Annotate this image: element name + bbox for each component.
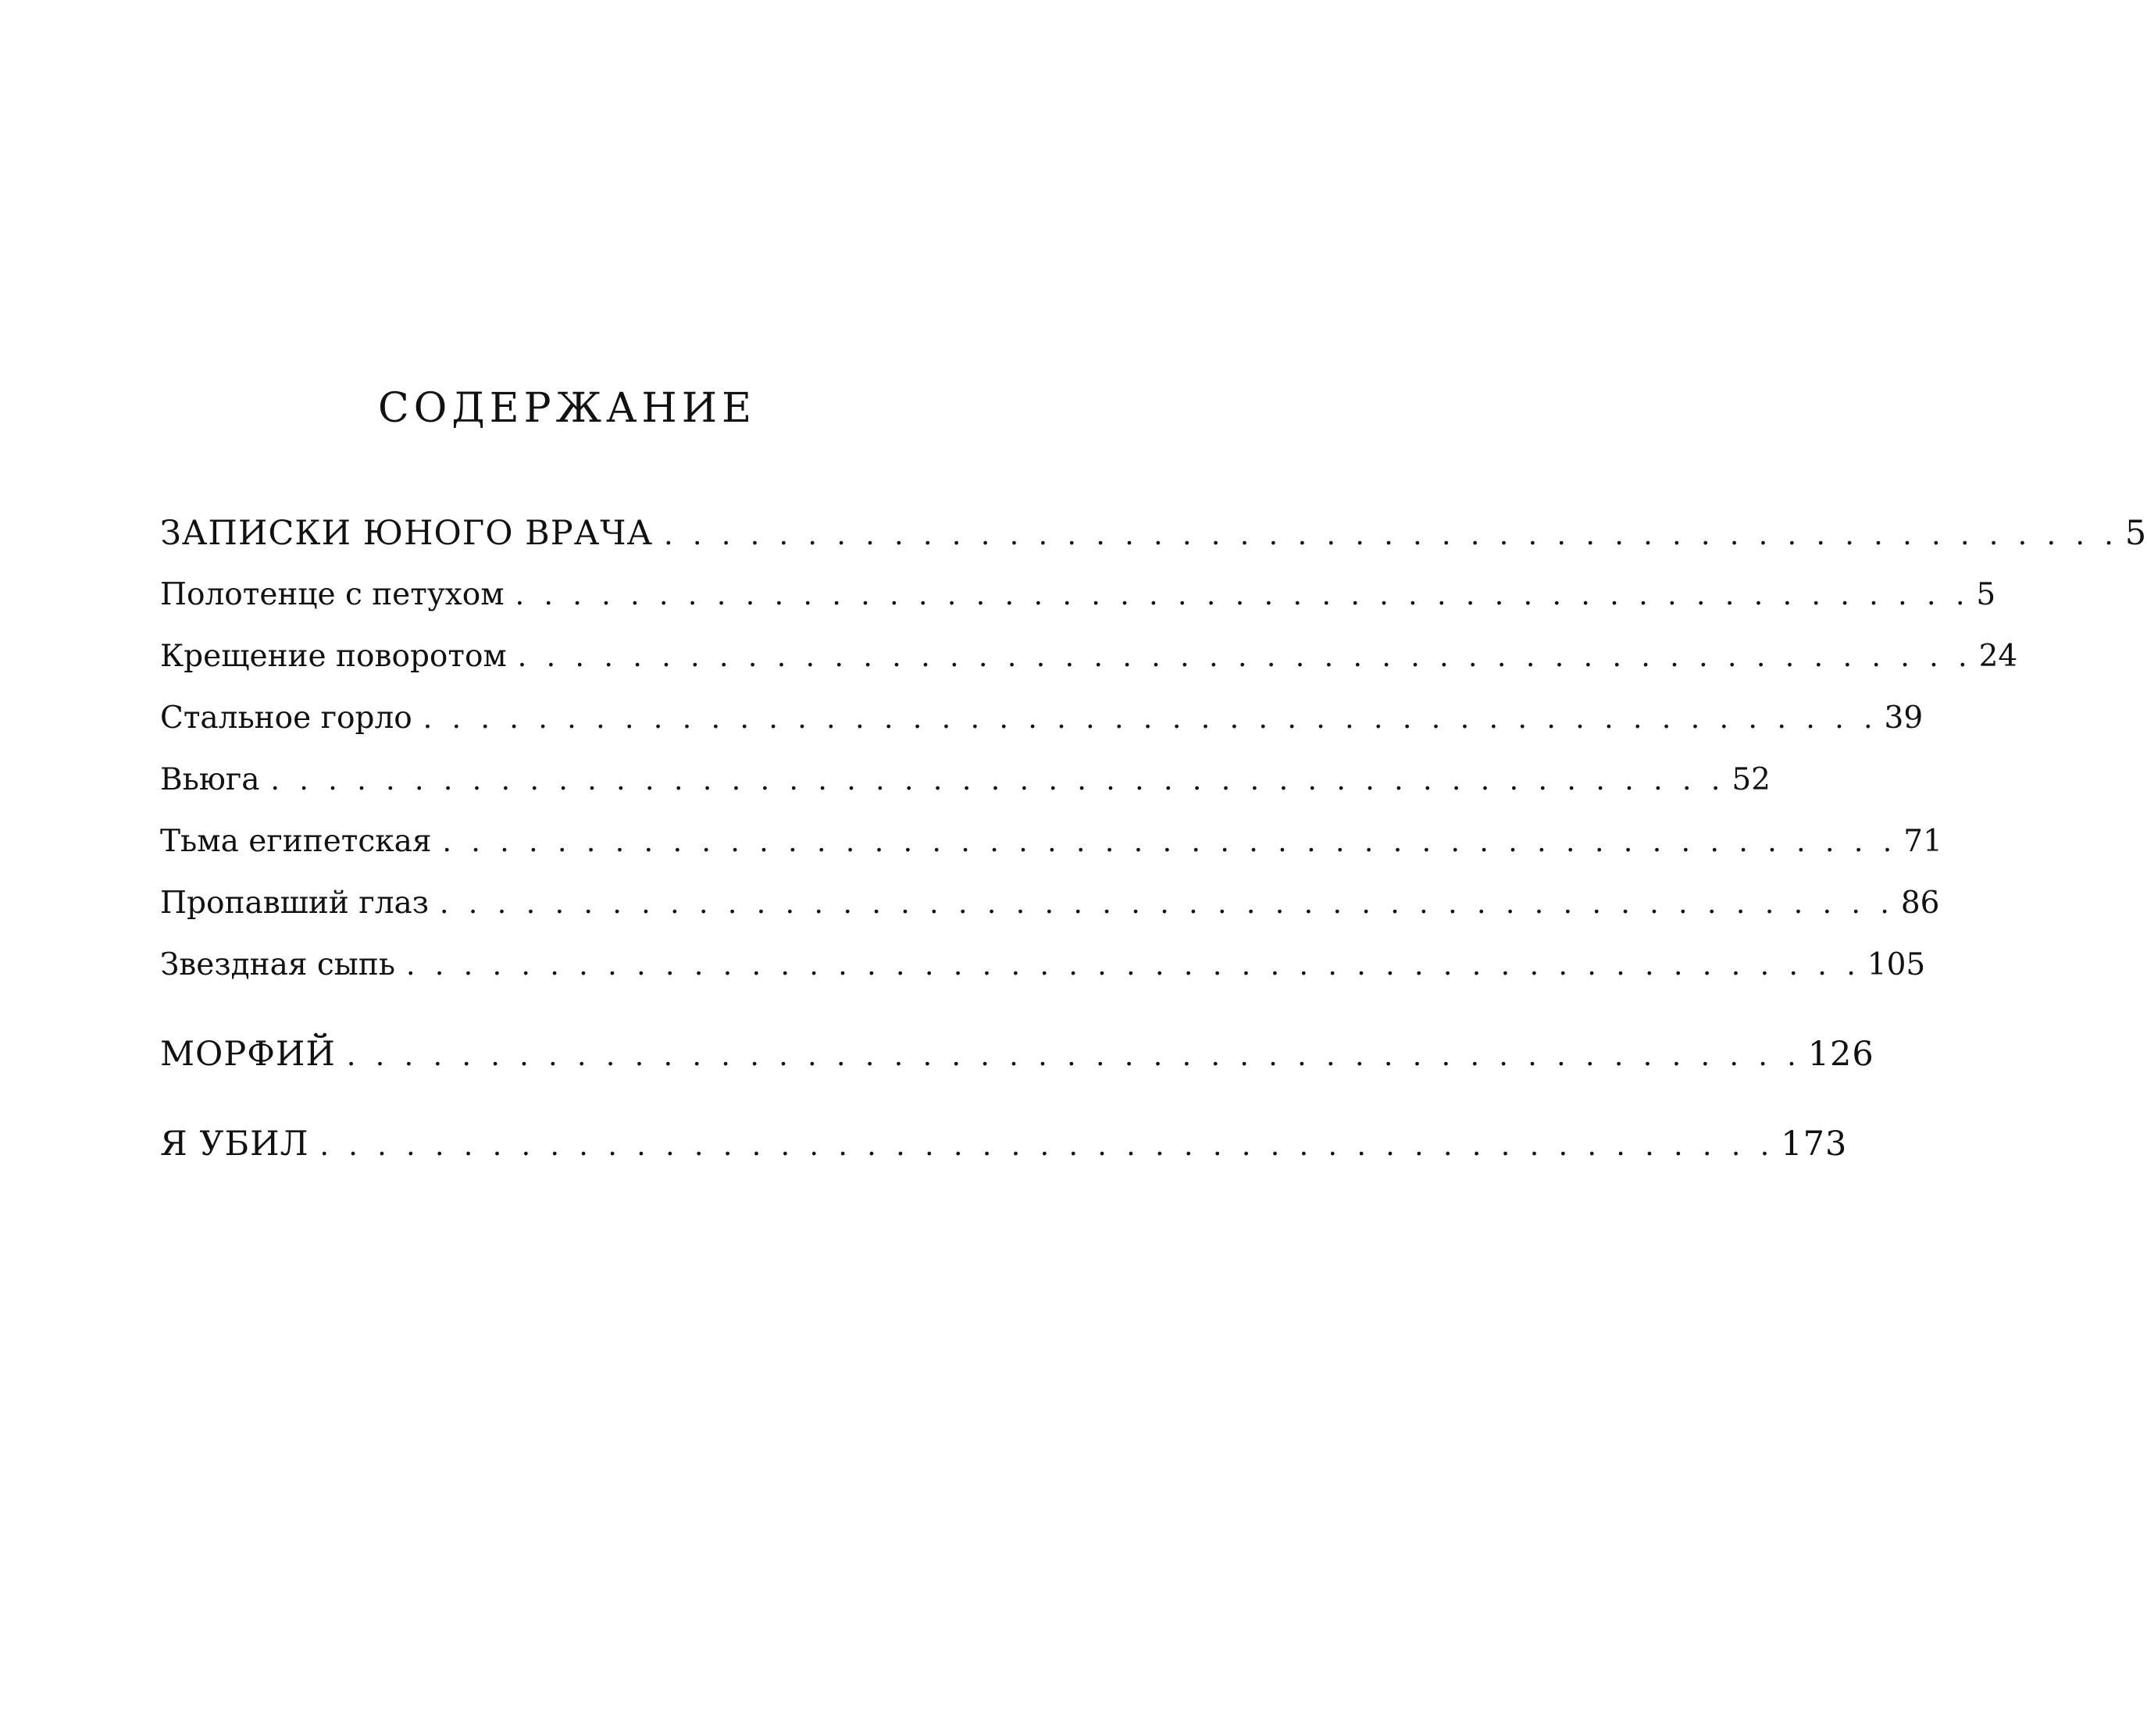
toc-entry-polotentse-s-petukhom[interactable] (160, 577, 1996, 612)
toc-page-number: 105 (1867, 947, 1926, 982)
toc-entry-title: Крещение поворотом (160, 639, 507, 674)
toc-entry-title: Тьма египетская (160, 824, 432, 859)
toc-entry-kreshchenie-povorotom[interactable] (160, 639, 2018, 674)
toc-page-number: 126 (1807, 1035, 1874, 1074)
toc-entry-title: Вьюга (160, 762, 260, 797)
toc-page-number: 71 (1903, 824, 1942, 859)
toc-entry-propavshiy-glaz[interactable] (160, 886, 1940, 921)
dot-leader: . . . . . . . . . . . . . . . . . . . . . . . . . . . . . . . . . . . . . . . . . . . . . . . . . . . (346, 1040, 1802, 1072)
toc-entry-title: Звездная сыпь (160, 947, 395, 982)
toc-page-number: 39 (1884, 700, 1924, 736)
toc-entry-title: Я УБИЛ (160, 1125, 309, 1164)
toc-page-number: 24 (1978, 639, 2018, 674)
toc-page-number: 173 (1781, 1125, 1848, 1164)
toc-entry-zapiski-yunogo-vracha[interactable] (160, 514, 2147, 553)
toc-entry-title: ЗАПИСКИ ЮНОГО ВРАЧА (160, 514, 654, 553)
page-title: СОДЕРЖАНИЕ (377, 384, 757, 432)
toc-entry-zvezdnaya-syp[interactable] (160, 947, 1926, 982)
dot-leader: . . . . . . . . . . . . . . . . . . . . . . . . . . . . . . . . . . . . . . . . . . . . . . . . . . . (270, 765, 1726, 797)
toc-page-number: 52 (1732, 762, 1771, 797)
toc-entry-vyuga[interactable] (160, 762, 1771, 797)
dot-leader: . . . . . . . . . . . . . . . . . . . . . . . . . . . . . . . . . . . . . . . . . . . . . . . . . . . (517, 641, 1973, 673)
toc-entry-morfiy[interactable] (160, 1035, 1874, 1074)
toc-entry-title: Пропавший глаз (160, 886, 430, 921)
dot-leader: . . . . . . . . . . . . . . . . . . . . . . . . . . . . . . . . . . . . . . . . . . . . . . . . . . . (405, 950, 1861, 982)
toc-entry-stalnoe-gorlo[interactable] (160, 700, 1924, 736)
toc-entry-ya-ubil[interactable] (160, 1125, 1848, 1164)
dot-leader: . . . . . . . . . . . . . . . . . . . . . . . . . . . . . . . . . . . . . . . . . . . . . . . . . . . (423, 703, 1878, 735)
toc-entry-tma-egipetskaya[interactable] (160, 824, 1942, 859)
toc-entry-title: Стальное горло (160, 700, 412, 736)
dot-leader: . . . . . . . . . . . . . . . . . . . . . . . . . . . . . . . . . . . . . . . . . . . . . . . . . . . (664, 519, 2119, 551)
dot-leader: . . . . . . . . . . . . . . . . . . . . . . . . . . . . . . . . . . . . . . . . . . . . . . . . . . . (319, 1130, 1775, 1162)
toc-entry-title: МОРФИЙ (160, 1035, 336, 1074)
toc-entry-title: Полотенце с петухом (160, 577, 505, 612)
dot-leader: . . . . . . . . . . . . . . . . . . . . . . . . . . . . . . . . . . . . . . . . . . . . . . . . . . . (440, 888, 1895, 920)
dot-leader: . . . . . . . . . . . . . . . . . . . . . . . . . . . . . . . . . . . . . . . . . . . . . . . . . . . (515, 579, 1970, 611)
toc-page-number: 5 (2124, 514, 2147, 553)
dot-leader: . . . . . . . . . . . . . . . . . . . . . . . . . . . . . . . . . . . . . . . . . . . . . . . . . . . (442, 826, 1898, 858)
toc-page-number: 5 (1976, 577, 1996, 612)
toc-page-number: 86 (1900, 886, 1940, 921)
